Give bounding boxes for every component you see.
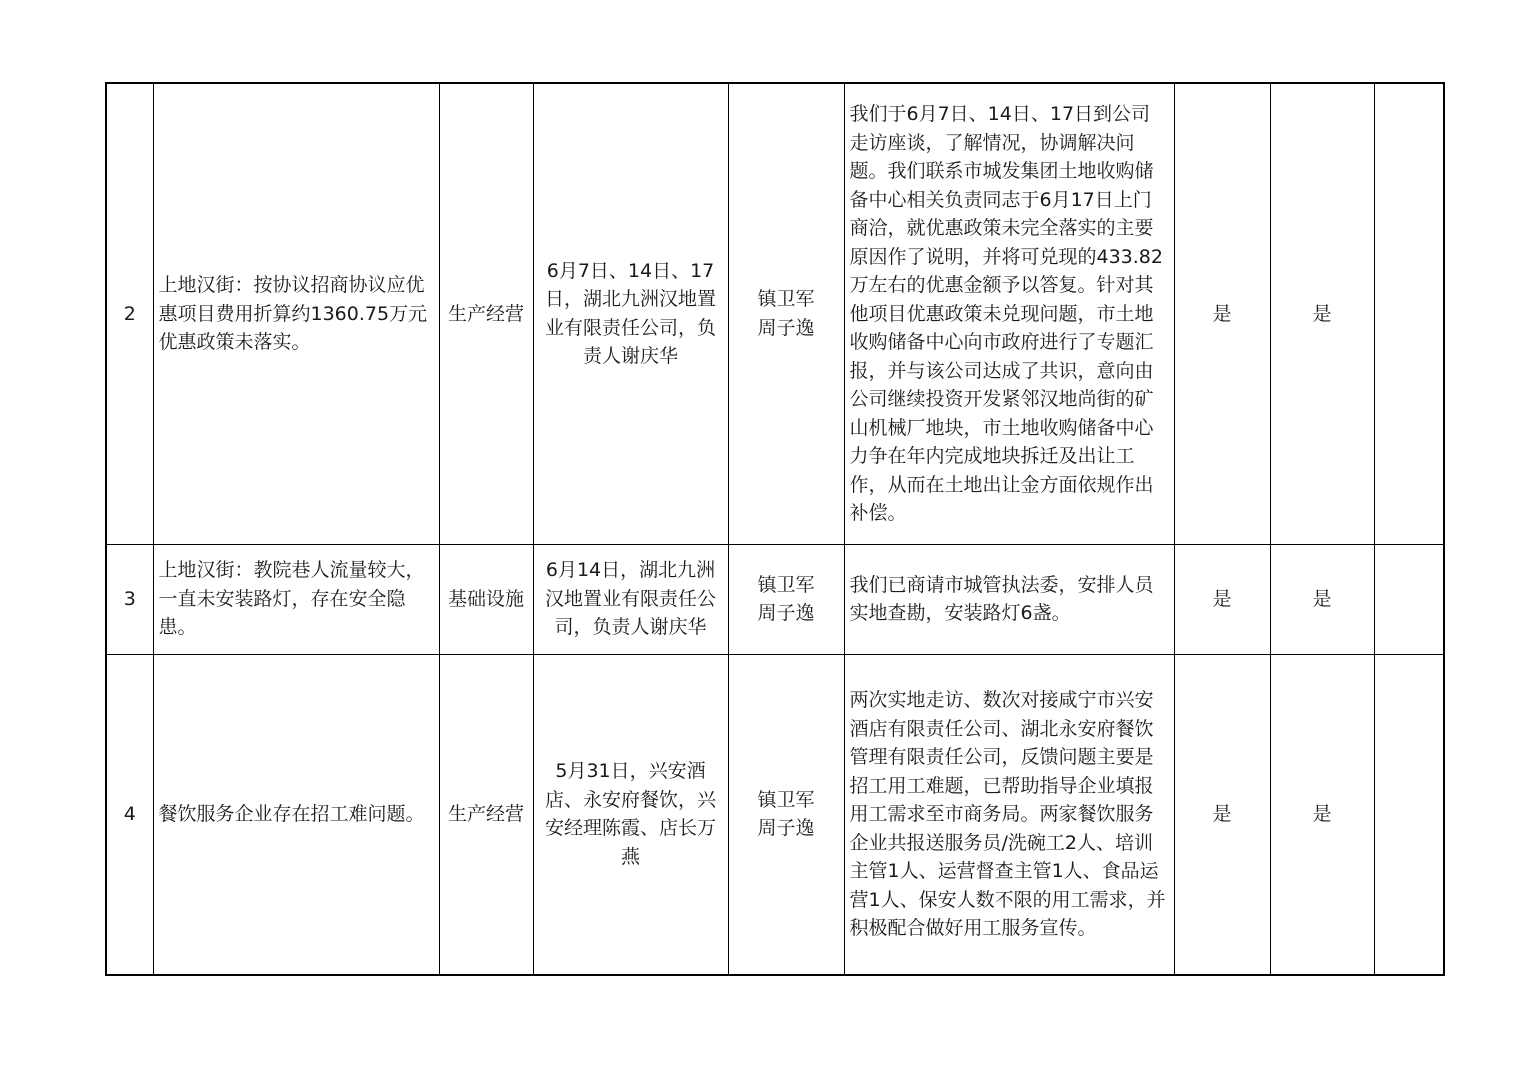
staff-name: 镇卫军	[757, 788, 815, 811]
row-number: 4	[106, 654, 153, 975]
row-number: 2	[106, 83, 153, 544]
issue-category: 生产经营	[439, 83, 533, 544]
resolution-text: 我们已商请市城管执法委，安排人员实地查勘，安装路灯6盏。	[844, 544, 1174, 654]
resolution-text: 我们于6月7日、14日、17日到公司走访座谈，了解情况，协调解决问题。我们联系市城发集团土地收购储备中心相关负责同志于6月17日上门商洽，就优惠政策未完全落实的主要原因作了说明，并将可兑现的433.82万左右的优惠金额予以答复。针对其他项目优惠政策未兑现问题，市土地收购储备中心向市政府进行了专题汇报，并与该公司达成了共识，意向由公司继续投资开发紧邻汉地尚街的矿山机械厂地块，市土地收购储备中心力争在年内完成地块拆迁及出让工作，从而在土地出让金方面依规作出补偿。	[844, 83, 1174, 544]
status-flag-2: 是	[1270, 654, 1374, 975]
status-flag-2: 是	[1270, 83, 1374, 544]
status-flag-2: 是	[1270, 544, 1374, 654]
visit-info: 6月7日、14日、17日，湖北九洲汉地置业有限责任公司，负责人谢庆华	[533, 83, 728, 544]
table-row	[106, 654, 1444, 975]
status-flag-1: 是	[1174, 544, 1270, 654]
staff-cell	[728, 83, 844, 544]
empty-cell	[1374, 83, 1444, 544]
table-row	[106, 83, 1444, 544]
visit-info: 6月14日，湖北九洲汉地置业有限责任公司，负责人谢庆华	[533, 544, 728, 654]
staff-name: 镇卫军	[757, 573, 815, 596]
staff-name: 周子逸	[757, 316, 815, 339]
resolution-text: 两次实地走访、数次对接咸宁市兴安酒店有限责任公司、湖北永安府餐饮管理有限责任公司，反馈问题主要是招工用工难题，已帮助指导企业填报用工需求至市商务局。两家餐饮服务企业共报送服务员/洗碗工2人、培训主管1人、运营督查主管1人、食品运营1人、保安人数不限的用工需求，并积极配合做好用工服务宣传。	[844, 654, 1174, 975]
staff-cell	[728, 654, 844, 975]
empty-cell	[1374, 654, 1444, 975]
status-flag-1: 是	[1174, 83, 1270, 544]
empty-cell	[1374, 544, 1444, 654]
issue-description: 餐饮服务企业存在招工难问题。	[153, 654, 439, 975]
visit-info: 5月31日，兴安酒店、永安府餐饮，兴安经理陈霞、店长万燕	[533, 654, 728, 975]
row-number: 3	[106, 544, 153, 654]
issue-table	[105, 82, 1445, 976]
staff-name: 周子逸	[757, 602, 815, 624]
issue-category: 生产经营	[439, 654, 533, 975]
staff-cell	[728, 544, 844, 654]
status-flag-1: 是	[1174, 654, 1270, 975]
staff-name: 镇卫军	[757, 288, 815, 311]
issue-description: 上地汉街：教院巷人流量较大，一直未安装路灯，存在安全隐患。	[153, 544, 439, 654]
table-row	[106, 544, 1444, 654]
issue-description: 上地汉街：按协议招商协议应优惠项目费用折算约1360.75万元优惠政策未落实。	[153, 83, 439, 544]
staff-name: 周子逸	[757, 817, 815, 840]
issue-category: 基础设施	[439, 544, 533, 654]
